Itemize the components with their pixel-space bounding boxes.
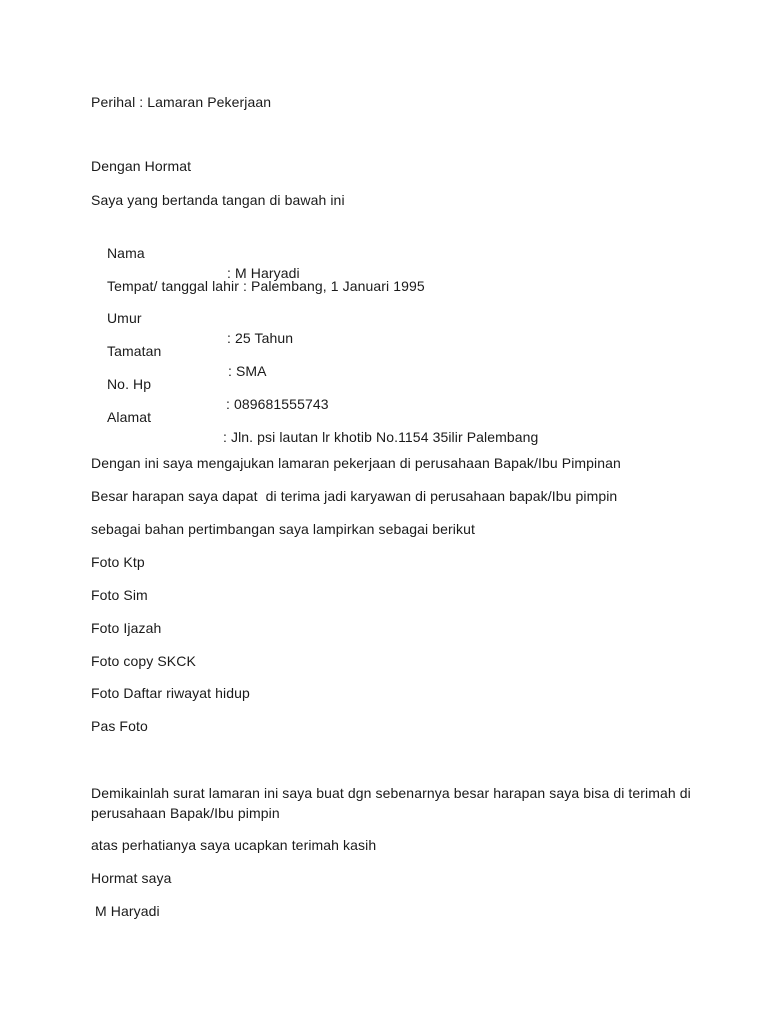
field-hp-value: : 089681555743 bbox=[226, 396, 329, 412]
field-ttl-label: Tempat/ tanggal lahir bbox=[106, 278, 240, 294]
attachment-item: Pas Foto bbox=[91, 718, 148, 734]
intro-text: Saya yang bertanda tangan di bawah ini bbox=[91, 192, 345, 208]
attachment-item: Foto copy SKCK bbox=[91, 653, 196, 669]
field-alamat-value: : Jln. psi lautan lr khotib No.1154 35ilir Palembang bbox=[223, 429, 539, 445]
field-tamatan-value: : SMA bbox=[228, 363, 267, 379]
attachment-item: Foto Sim bbox=[91, 587, 148, 603]
body-paragraph-3: sebagai bahan pertimbangan saya lampirkan sebagai berikut bbox=[91, 521, 475, 537]
field-hp-label: No. Hp bbox=[106, 376, 152, 392]
field-nama-label: Nama bbox=[106, 245, 145, 261]
thanks-line: atas perhatianya saya ucapkan terimah kasih bbox=[91, 837, 377, 853]
closing-line-1: Demikainlah surat lamaran ini saya buat dgn sebenarnya besar harapan saya bisa di terimah di bbox=[91, 785, 691, 801]
field-nama-value: : M Haryadi bbox=[227, 265, 300, 281]
attachment-item: Foto Ijazah bbox=[91, 620, 162, 636]
salutation: Dengan Hormat bbox=[91, 158, 192, 174]
body-paragraph-2: Besar harapan saya dapat di terima jadi karyawan di perusahaan bapak/Ibu pimpin bbox=[91, 488, 618, 504]
closing-line-2: perusahaan Bapak/Ibu pimpin bbox=[91, 805, 280, 821]
signature-name: M Haryadi bbox=[91, 903, 160, 919]
field-umur-value: : 25 Tahun bbox=[227, 330, 294, 346]
regards-line: Hormat saya bbox=[91, 870, 172, 886]
subject-line: Perihal : Lamaran Pekerjaan bbox=[91, 94, 272, 110]
attachment-item: Foto Daftar riwayat hidup bbox=[91, 685, 250, 701]
field-alamat-label: Alamat bbox=[106, 409, 152, 425]
field-umur-label: Umur bbox=[106, 310, 142, 326]
body-paragraph-1: Dengan ini saya mengajukan lamaran pekerjaan di perusahaan Bapak/Ibu Pimpinan bbox=[91, 455, 621, 471]
field-tamatan-label: Tamatan bbox=[106, 343, 162, 359]
attachment-item: Foto Ktp bbox=[91, 554, 145, 570]
field-ttl-value: : Palembang, 1 Januari 1995 bbox=[239, 278, 425, 294]
